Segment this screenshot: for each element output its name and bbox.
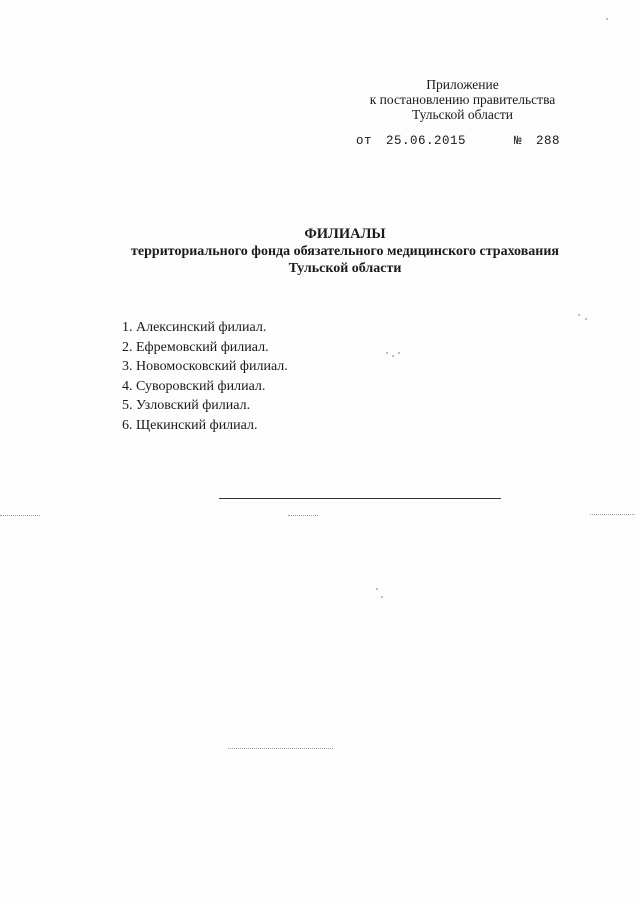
list-item: 6. Щекинский филиал. xyxy=(122,417,258,433)
scan-speckle xyxy=(392,355,394,357)
document-reference xyxy=(356,134,560,148)
scan-speckle xyxy=(386,352,388,354)
from-label: от xyxy=(356,134,373,148)
appendix-decree: к постановлению правительства xyxy=(369,92,556,107)
list-item: 1. Алексинский филиал. xyxy=(122,320,267,335)
document-date: 25.06.2015 xyxy=(386,134,467,148)
title-fund: территориального фонда обязательного медицинского страхования xyxy=(131,244,559,259)
list-item: 5. Узловский филиал. xyxy=(122,398,251,414)
appendix-label: Приложение xyxy=(426,77,499,92)
scan-speckle xyxy=(578,314,580,316)
scan-speckle xyxy=(288,515,318,516)
scan-speckle xyxy=(228,748,333,749)
scan-speckle xyxy=(398,352,400,354)
divider-line xyxy=(219,498,501,499)
scan-speckle xyxy=(381,596,383,598)
list-item: 2. Ефремовский филиал. xyxy=(122,339,269,355)
document-title xyxy=(100,226,590,277)
branch-list xyxy=(122,318,288,436)
scan-speckle xyxy=(0,515,40,516)
list-item: 3. Новомосковский филиал. xyxy=(122,359,288,375)
appendix-header xyxy=(340,77,585,122)
scan-speckle xyxy=(590,514,635,515)
appendix-region: Тульской области xyxy=(412,107,513,122)
scan-speckle xyxy=(585,318,587,320)
document-number: 288 xyxy=(536,134,561,148)
scan-speckle xyxy=(606,18,608,20)
title-main: ФИЛИАЛЫ xyxy=(304,226,386,242)
number-label: № xyxy=(514,134,523,148)
list-item: 4. Суворовский филиал. xyxy=(122,378,266,394)
title-region: Тульской области xyxy=(288,261,402,276)
scan-speckle xyxy=(376,588,378,590)
